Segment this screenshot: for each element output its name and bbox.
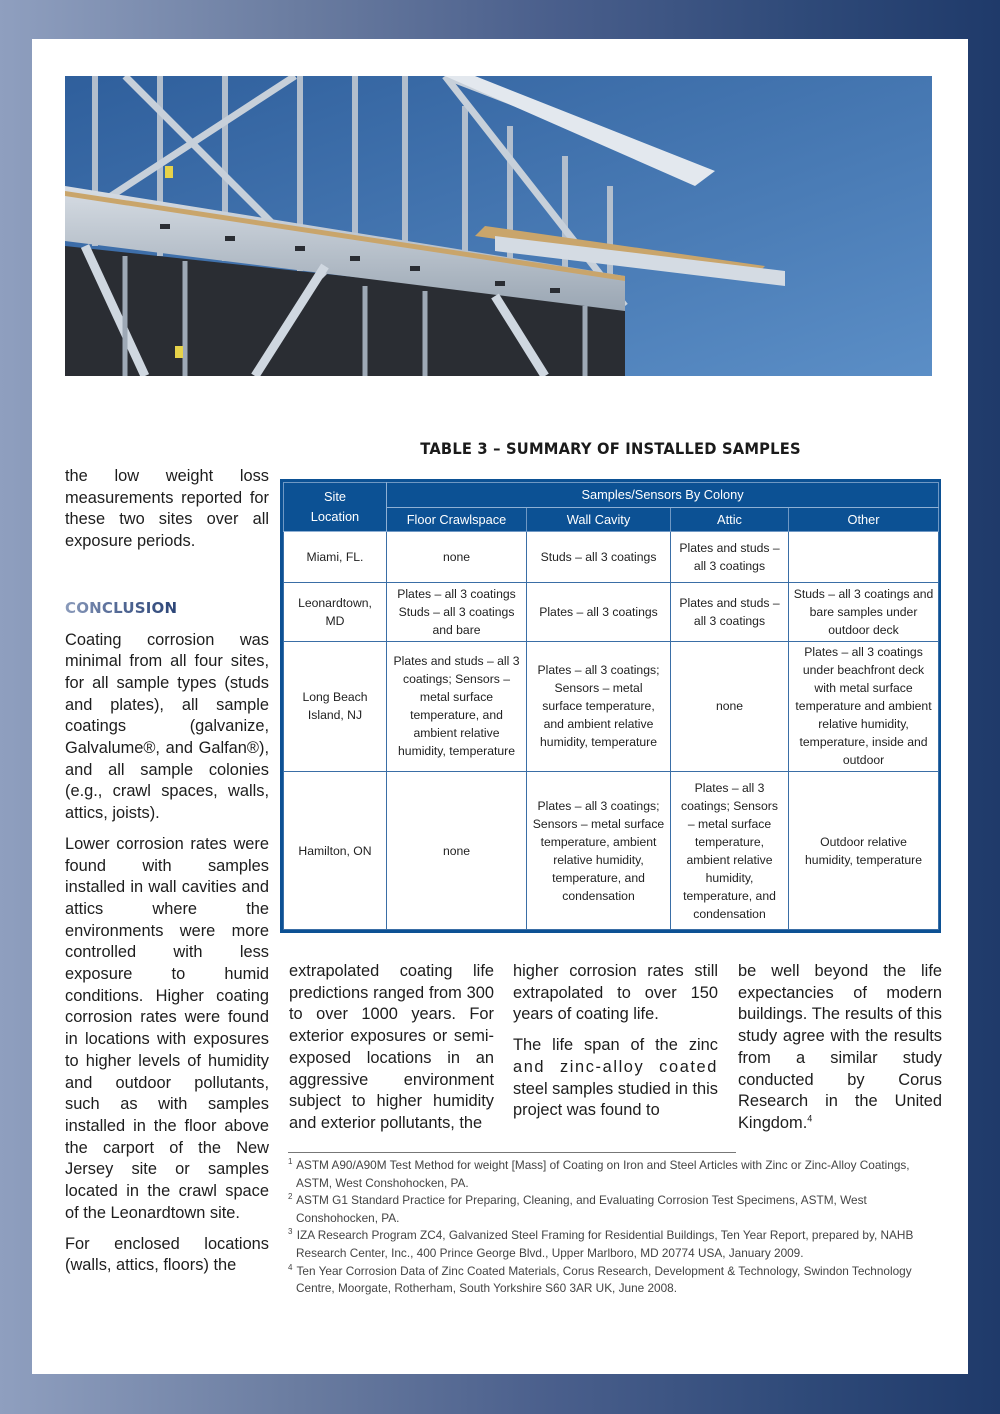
cell-site: Long Beach Island, NJ [284, 641, 387, 772]
cell-other: Plates – all 3 coatings under beachfront deck with metal surface temperature and ambient relative humidity, temperature, inside and outdoor [789, 641, 939, 772]
cell-wall: Studs – all 3 coatings [527, 532, 671, 583]
installed-samples-table [280, 479, 941, 933]
cell-wall: Plates – all 3 coatings; Sensors – metal surface temperature, ambient relative humidity, temperature, and condensation [527, 772, 671, 930]
cell-floor: none [387, 532, 527, 583]
table-row [284, 641, 939, 772]
cell-site: Leonardtown, MD [284, 583, 387, 641]
cell-other: Studs – all 3 coatings and bare samples under outdoor deck [789, 583, 939, 641]
footnote-item: $^2$ ASTM G1 Standard Practice for Preparing, Cleaning, and Evaluating Corrosion Test Specimens, ASTM, West Conshohocken, PA. [288, 1192, 867, 1225]
text-column-4 [738, 961, 942, 1144]
text-column-1 [65, 466, 269, 1286]
cell-attic: Plates and studs – all 3 coatings [671, 583, 789, 641]
paragraph: the low weight loss measurements reported for these two sites over all exposure periods. [65, 467, 269, 551]
header-other: Other [789, 508, 939, 532]
cell-floor: Plates and studs – all 3 coatings; Sensors – metal surface temperature, and ambient relative humidity, temperature [387, 641, 527, 772]
cell-wall: Plates – all 3 coatings; Sensors – metal surface temperature, and ambient relative humidity, temperature [527, 641, 671, 772]
steel-framing-photo [65, 76, 932, 376]
paragraph: Lower corrosion rates were found with samples installed in wall cavities and attics where the environments were more controlled with less exposure to humid conditions. Higher coating corrosion rates were found in locations with exposures to higher levels of humidity and outdoor pollutants, such as with samples installed in the floor above the carport of the New Jersey site or samples located in the crawl space of the Leonardtown site. [65, 834, 269, 1222]
cell-other [789, 532, 939, 583]
paragraph: extrapolated coating life predictions ranged from 300 to over 1000 years. For exterior exposures or semi-exposed locations in an aggressive environment subject to higher humidity and exterior pollutants, the [289, 962, 494, 1132]
cell-floor: Plates – all 3 coatings Studs – all 3 coatings and bare [387, 583, 527, 641]
text-column-2 [289, 961, 494, 1144]
paragraph: For enclosed locations (walls, attics, floors) the [65, 1234, 269, 1275]
cell-wall: Plates – all 3 coatings [527, 583, 671, 641]
paragraph: Coating corrosion was minimal from all four sites, for all sample types (studs and plates), all sample coatings (galvanize, Galvalume®, and Galfan®), and all sample colonies (e.g., crawl spaces, walls, attics, joists). [65, 630, 269, 823]
cell-attic: Plates and studs – all 3 coatings [671, 532, 789, 583]
footnote-item: $^3$ IZA Research Program ZC4, Galvanized Steel Framing for Residential Buildings, Ten Year Report, prepared by, NAHB Research Center, Inc., 400 Prince George Blvd., Upper Marlboro, MD 20774 USA, January 2009. [288, 1227, 914, 1260]
footnote-item: $^4$ Ten Year Corrosion Data of Zinc Coated Materials, Corus Research, Development & Technology, Swindon Technology Centre, Moorgate, Rotherham, South Yorkshire S60 3AR UK, June 2008. [288, 1262, 912, 1296]
header-wall-cavity: Wall Cavity [527, 508, 671, 532]
cell-site: Miami, FL. [284, 532, 387, 583]
cell-other: Outdoor relative humidity, temperature [789, 772, 939, 930]
table-row [284, 532, 939, 583]
footnotes [288, 1157, 948, 1298]
footnote-reference: 4 [807, 1113, 813, 1124]
footnote-divider [288, 1152, 736, 1153]
table-row [284, 772, 939, 930]
cell-floor: none [387, 772, 527, 930]
paragraph: The life span of the zinc and zinc-alloy coated steel samples studied in this project was found to [513, 1036, 718, 1120]
table-title: TABLE 3 – SUMMARY OF INSTALLED SAMPLES [420, 439, 801, 458]
steel-frame-illustration [65, 76, 932, 376]
cell-site: Hamilton, ON [284, 772, 387, 930]
header-floor-crawlspace: Floor Crawlspace [387, 508, 527, 532]
header-attic: Attic [671, 508, 789, 532]
table-row [284, 583, 939, 641]
paragraph: higher corrosion rates still extrapolated to over 150 years of coating life. [513, 962, 718, 1024]
footnote-item: $^1$ ASTM A90/A90M Test Method for weight [Mass] of Coating on Iron and Steel Articles with Zinc or Zinc-Alloy Coatings, ASTM, West Conshohocken, PA. [288, 1157, 910, 1190]
text-column-3 [513, 961, 718, 1131]
header-site-location: Site Location [284, 483, 387, 532]
conclusion-heading: CONCLUSION [65, 598, 177, 620]
document-page [32, 39, 968, 1374]
cell-attic: none [671, 641, 789, 772]
paragraph: be well beyond the life expectancies of modern buildings. The results of this study agree with the results from a similar study conducted by Corus Research in the United Kingdom.$^4$ [738, 962, 942, 1132]
header-samples-sensors-group: Samples/Sensors By Colony [387, 483, 939, 508]
cell-attic: Plates – all 3 coatings; Sensors – metal surface temperature, ambient relative humidity, temperature, and condensation [671, 772, 789, 930]
